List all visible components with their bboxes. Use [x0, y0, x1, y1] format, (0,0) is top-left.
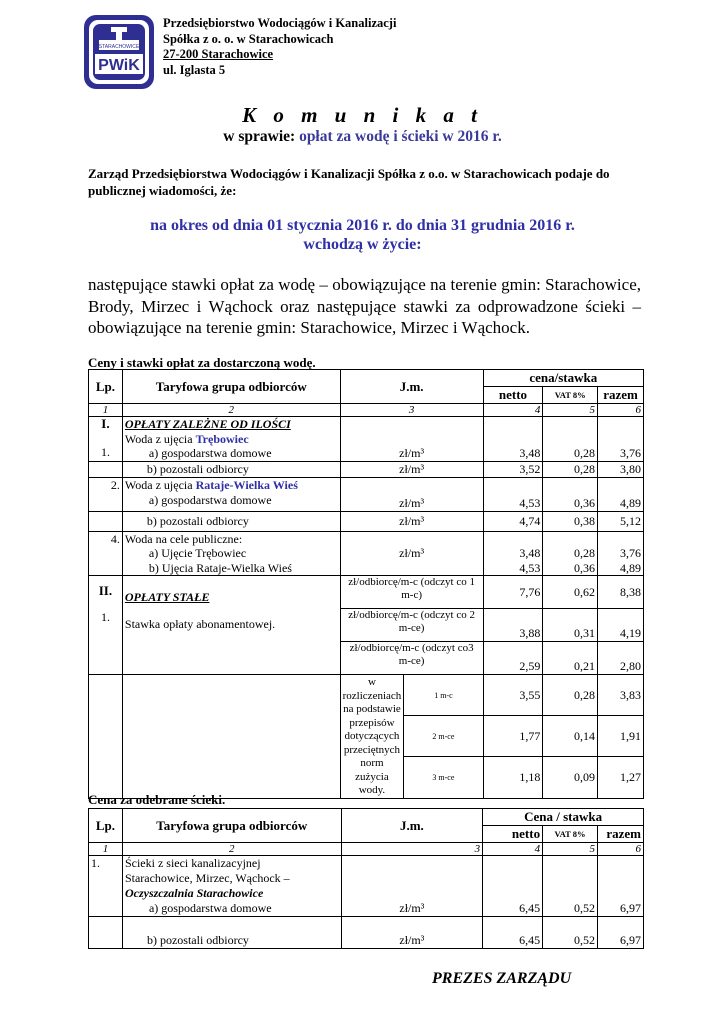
norm-period: 1 m-c: [404, 675, 483, 716]
netto-value: 3,48: [483, 417, 543, 462]
netto-value: 3,88: [483, 609, 543, 642]
header-lp: Lp.: [89, 370, 123, 404]
unit-cell: zł/m³: [340, 511, 483, 531]
header-price: Cena / stawka: [483, 809, 644, 826]
vat-value: 0,38: [543, 511, 598, 531]
netto-value: 7,76: [483, 576, 543, 609]
table-row: [89, 576, 644, 609]
netto-value: 1,77: [483, 716, 543, 757]
vat-value: 0,36: [574, 560, 596, 575]
header-razem: razem: [597, 826, 643, 843]
header-price: cena/stawka: [483, 370, 643, 387]
row-title: Oczyszczalnia Starachowice: [124, 886, 264, 900]
razem-value: 8,38: [598, 576, 644, 609]
razem-value: 5,12: [598, 511, 644, 531]
vat-value: 0,14: [543, 716, 598, 757]
unit-cell: zł/m³: [341, 856, 483, 917]
row-label: Stawka opłaty abonamentowej.: [124, 617, 276, 631]
col-num: 5: [543, 404, 598, 417]
col-num: 4: [483, 843, 543, 856]
header-vat: VAT 8%: [543, 387, 598, 404]
col-num: 1: [89, 404, 123, 417]
header-unit: J.m.: [341, 809, 483, 843]
row-label: a) gospodarstwa domowe: [148, 446, 272, 460]
vat-value: 0,52: [543, 917, 598, 949]
table-row: [89, 511, 644, 531]
razem-value: 6,97: [597, 856, 643, 917]
vat-value: 0,28: [543, 675, 598, 716]
sewage-section-title: Cena za odebrane ścieki.: [88, 792, 226, 807]
source-label: Woda z ujęcia Trębowiec: [124, 431, 249, 446]
row-number: 1.: [100, 610, 110, 624]
section-number: II.: [98, 583, 113, 598]
row-label: b) pozostali odbiorcy: [122, 511, 340, 531]
razem-value: 6,97: [597, 917, 643, 949]
col-num: 3: [340, 404, 483, 417]
col-num: 2: [122, 843, 341, 856]
norm-description: w rozliczeniach na podstawie przepisów dotyczących przeciętnych norm zużycia wody.: [340, 675, 404, 799]
col-num: 1: [89, 843, 123, 856]
col-num: 5: [543, 843, 598, 856]
netto-value: 1,18: [483, 757, 543, 798]
header-lp: Lp.: [89, 809, 123, 843]
section-title: OPŁATY STAŁE: [124, 590, 210, 604]
subtitle-prefix: w sprawie:: [223, 128, 300, 145]
netto-value: 2,59: [483, 642, 543, 675]
netto-value: 6,45: [483, 917, 543, 949]
razem-value: 1,27: [598, 757, 644, 798]
row-title: Woda na cele publiczne:: [124, 531, 243, 546]
razem-value: 3,80: [598, 461, 644, 477]
water-section-title: Ceny i stawki opłat za dostarczoną wodę.: [88, 355, 316, 370]
unit-cell: zł/odbiorcę/m-c (odczyt co 2 m-ce): [340, 609, 483, 642]
netto-value: 6,45: [483, 856, 543, 917]
razem-value: 1,91: [598, 716, 644, 757]
netto-value: 4,74: [483, 511, 543, 531]
razem-value: 3,76: [620, 546, 641, 560]
col-num: 2: [122, 404, 340, 417]
intro-text: Zarząd Przedsiębiorstwa Wodociągów i Kanalizacji Spółka z o.o. w Starachowicach podaje do publicznej wiadomości, że:: [88, 166, 610, 198]
vat-value: 0,62: [543, 576, 598, 609]
signature-title: PREZES ZARZĄDU: [432, 970, 572, 987]
table-row: [89, 675, 644, 716]
header-unit: J.m.: [340, 370, 483, 404]
company-address: [163, 16, 396, 78]
unit-cell: zł/m³: [340, 461, 483, 477]
unit-cell: zł/odbiorcę/m-c (odczyt co3 m-ce): [340, 642, 483, 675]
col-num: 4: [483, 404, 543, 417]
subtitle-topic: opłat za wodę i ścieki w 2016 r.: [299, 128, 502, 145]
company-street-line: ul. Iglasta 5: [163, 62, 226, 77]
row-title: Starachowice, Mirzec, Wąchock –: [124, 871, 290, 885]
netto-value: 4,53: [519, 560, 541, 575]
company-postal-line: 27-200 Starachowice: [163, 47, 274, 61]
row-number: 1.: [89, 856, 123, 917]
header-group: Taryfowa grupa odbiorców: [122, 809, 341, 843]
section-number: I.: [101, 416, 110, 431]
row-title: Ścieki z sieci kanalizacyjnej: [124, 856, 261, 870]
header-razem: razem: [598, 387, 644, 404]
netto-value: 3,48: [519, 546, 541, 560]
table-row: [89, 461, 644, 477]
company-form-line: Spółka z o. o. w Starachowicach: [163, 31, 334, 46]
vat-value: 0,28: [543, 417, 598, 462]
header-group: Taryfowa grupa odbiorców: [122, 370, 340, 404]
period-line-2: wchodzą w życie:: [303, 236, 422, 253]
vat-value: 0,09: [543, 757, 598, 798]
razem-value: 4,89: [620, 560, 641, 575]
company-logo: [83, 14, 155, 90]
vat-value: 0,28: [574, 546, 596, 560]
row-label: a) Ujęcie Trębowiec: [148, 546, 247, 560]
document-title: K o m u n i k a t: [242, 103, 483, 127]
vat-value: 0,36: [543, 477, 598, 511]
vat-value: 0,52: [543, 856, 598, 917]
razem-value: 4,89: [598, 477, 644, 511]
table-row: [89, 477, 644, 511]
vat-value: 0,31: [543, 609, 598, 642]
col-num: 6: [598, 404, 644, 417]
vat-value: 0,28: [543, 461, 598, 477]
row-label: b) Ujęcia Rataje-Wielka Wieś: [148, 560, 292, 575]
source-label: Woda z ujęcia Rataje-Wielka Wieś: [124, 477, 298, 492]
period-text: [0, 216, 725, 254]
norm-period: 3 m-ce: [404, 757, 483, 798]
water-price-table: [88, 369, 644, 799]
unit-cell: zł/m³: [340, 531, 483, 576]
razem-value: 3,83: [598, 675, 644, 716]
company-name-line: Przedsiębiorstwo Wodociągów i Kanalizacji: [163, 16, 397, 30]
razem-value: 3,76: [598, 417, 644, 462]
row-label: b) pozostali odbiorcy: [122, 461, 340, 477]
row-label: a) gospodarstwa domowe: [148, 492, 272, 507]
document-subtitle: [0, 128, 725, 146]
table-row: [89, 531, 644, 576]
period-line-1: na okres od dnia 01 stycznia 2016 r. do dnia 31 grudnia 2016 r.: [150, 217, 575, 234]
netto-value: 3,55: [483, 675, 543, 716]
netto-value: 4,53: [483, 477, 543, 511]
col-num: 6: [597, 843, 643, 856]
row-label: a) gospodarstwa domowe: [148, 901, 272, 915]
table-row: [89, 917, 644, 949]
sewage-price-table: [88, 808, 644, 949]
row-number: 1.: [100, 445, 110, 459]
header-netto: netto: [483, 826, 543, 843]
section-title: OPŁATY ZALEŻNE OD ILOŚCI: [124, 417, 291, 431]
table-row: [89, 856, 644, 917]
vat-value: 0,21: [543, 642, 598, 675]
header-netto: netto: [483, 387, 543, 404]
unit-cell: zł/odbiorcę/m-c (odczyt co 1 m-c): [340, 576, 483, 609]
unit-cell: zł/m³: [340, 417, 483, 462]
svg-text:PWiK: PWiK: [98, 57, 140, 74]
col-num: 3: [341, 843, 483, 856]
razem-value: 2,80: [598, 642, 644, 675]
row-label: b) pozostali odbiorcy: [122, 917, 341, 949]
row-number: 4.: [89, 531, 123, 576]
unit-cell: zł/m³: [340, 477, 483, 511]
header-vat: VAT 8%: [543, 826, 598, 843]
razem-value: 4,19: [598, 609, 644, 642]
norm-period: 2 m-ce: [404, 716, 483, 757]
description-paragraph: następujące stawki opłat za wodę – obowiązujące na terenie gmin: Starachowice, Brody, Mirzec i Wąchock oraz następujące stawki za odprowadzone ścieki – obowiązujące na terenie gmin: Starachowice, Mirzec i Wąchock.: [88, 275, 641, 337]
row-number: 2.: [89, 477, 123, 511]
unit-cell: zł/m³: [341, 917, 483, 949]
table-row: [89, 417, 644, 462]
netto-value: 3,52: [483, 461, 543, 477]
svg-text:STARACHOWICE: STARACHOWICE: [98, 44, 140, 50]
